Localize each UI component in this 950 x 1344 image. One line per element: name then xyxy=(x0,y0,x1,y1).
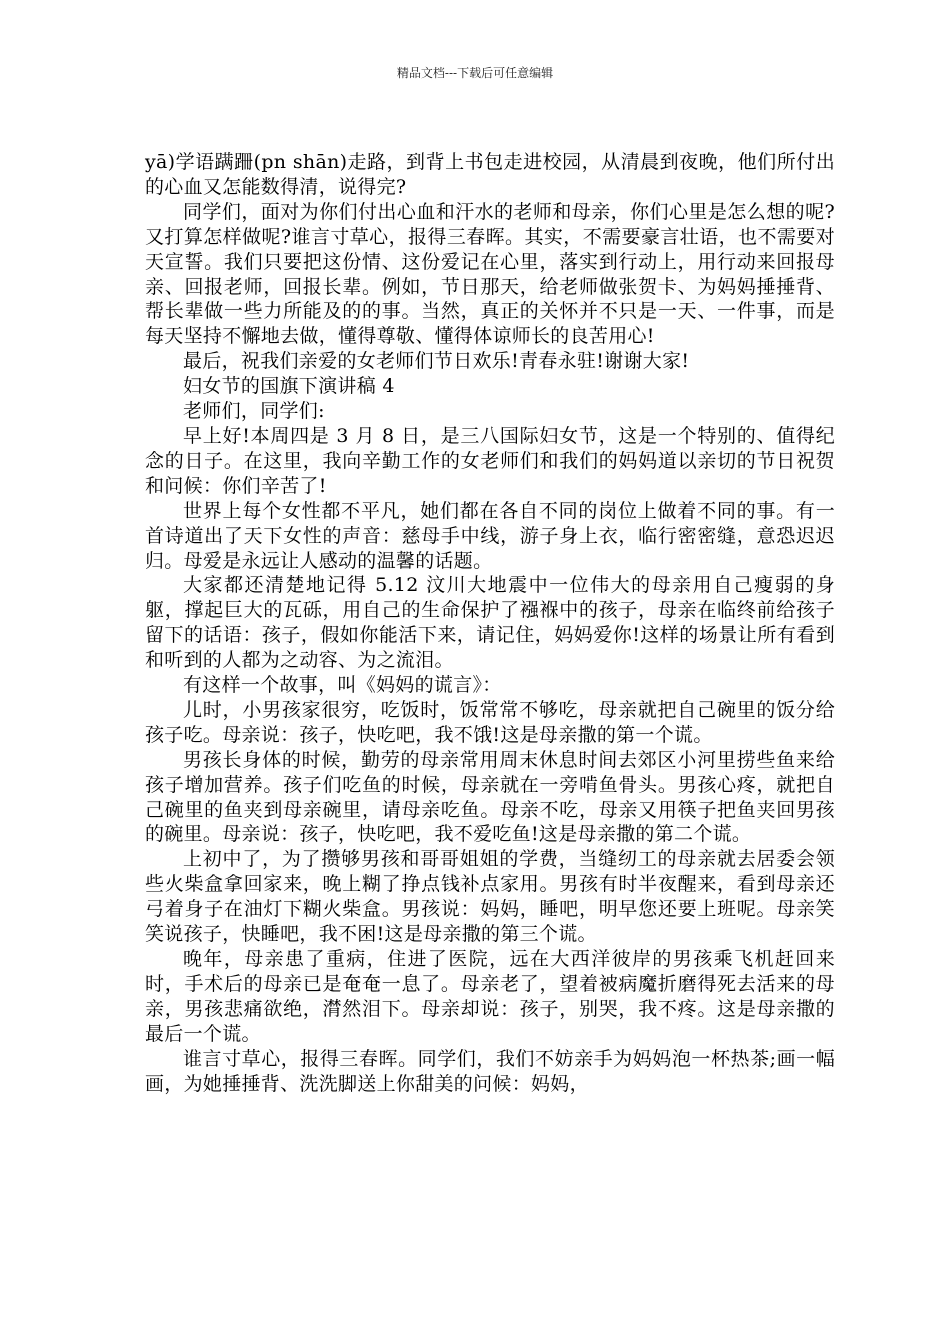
paragraph: 晚年，母亲患了重病，住进了医院，远在大西洋彼岸的男孩乘飞机赶回来时，手术后的母亲已是奄奄一息了。母亲老了，望着被病魔折磨得死去活来的母亲，男孩悲痛欲绝，潸然泪下。母亲却说：孩子，别哭，我不疼。这是母亲撒的最后一个谎。 xyxy=(145,948,835,1045)
paragraph: 早上好!本周四是 3 月 8 日，是三八国际妇女节，这是一个特别的、值得纪念的日子。在这里，我向辛勤工作的女老师们和我们的妈妈道以亲切的节日祝贺和问候：你们辛苦了! xyxy=(145,424,835,497)
paragraph: 同学们，面对为你们付出心血和汗水的老师和母亲，你们心里是怎么想的呢?又打算怎样做呢?谁言寸草心，报得三春晖。其实，不需要豪言壮语，也不需要对天宣誓。我们只要把这份情、这份爱记在心里，落实到行动上，用行动来回报母亲、回报老师，回报长辈。例如，节日那天，给老师做张贺卡、为妈妈捶捶背、帮长辈做一些力所能及的的事。当然，真正的关怀并不只是一天、一件事，而是每天坚持不懈地去做，懂得尊敬、懂得体谅师长的良苦用心! xyxy=(145,200,835,348)
document-body xyxy=(145,150,835,1096)
page-header: 精品文档---下载后可任意编辑 xyxy=(396,66,554,80)
paragraph: 上初中了，为了攒够男孩和哥哥姐姐的学费，当缝纫工的母亲就去居委会领些火柴盒拿回家来，晚上糊了挣点钱补点家用。男孩有时半夜醒来，看到母亲还弓着身子在油灯下糊火柴盒。男孩说：妈妈，睡吧，明早您还要上班呢。母亲笑笑说孩子，快睡吧，我不困!这是母亲撒的第三个谎。 xyxy=(145,848,835,946)
paragraph: yā)学语蹒跚(pn shān)走路，到背上书包走进校园，从清晨到夜晚，他们所付出的心血又怎能数得清，说得完? xyxy=(145,151,835,198)
paragraph: 妇女节的国旗下演讲稿 4 xyxy=(183,375,395,398)
paragraph: 世界上每个女性都不平凡，她们都在各自不同的岗位上做着不同的事。有一首诗道出了天下女性的声音：慈母手中线，游子身上衣，临行密密缝，意恐迟迟归。母爱是永远让人感动的温馨的话题。 xyxy=(145,499,835,572)
paragraph: 老师们，同学们: xyxy=(183,400,325,423)
paragraph: 有这样一个故事，叫《妈妈的谎言》： xyxy=(183,674,502,697)
paragraph: 男孩长身体的时候，勤劳的母亲常用周末休息时间去郊区小河里捞些鱼来给孩子增加营养。孩子们吃鱼的时候，母亲就在一旁啃鱼骨头。男孩心疼，就把自己碗里的鱼夹到母亲碗里，请母亲吃鱼。母亲不吃，母亲又用筷子把鱼夹回男孩的碗里。母亲说：孩子，快吃吧，我不爱吃鱼!这是母亲撒的第二个谎。 xyxy=(145,748,835,846)
paragraph: 儿时，小男孩家很穷，吃饭时，饭常常不够吃，母亲就把自己碗里的饭分给孩子吃。母亲说：孩子，快吃吧，我不饿!这是母亲撒的第一个谎。 xyxy=(145,698,835,746)
paragraph: 最后，祝我们亲爱的女老师们节日欢乐!青春永驻!谢谢大家! xyxy=(183,350,690,373)
paragraph: 大家都还清楚地记得 5.12 汶川大地震中一位伟大的母亲用自己瘦弱的身躯，撑起巨大的瓦砾，用自己的生命保护了襁褓中的孩子，母亲在临终前给孩子留下的话语：孩子，假如你能活下来，请记住，妈妈爱你!这样的场景让所有看到和听到的人都为之动容、为之流泪。 xyxy=(145,574,835,672)
paragraph: 谁言寸草心，报得三春晖。同学们，我们不妨亲手为妈妈泡一杯热茶;画一幅画，为她捶捶背、洗洗脚送上你甜美的问候：妈妈， xyxy=(145,1047,835,1095)
